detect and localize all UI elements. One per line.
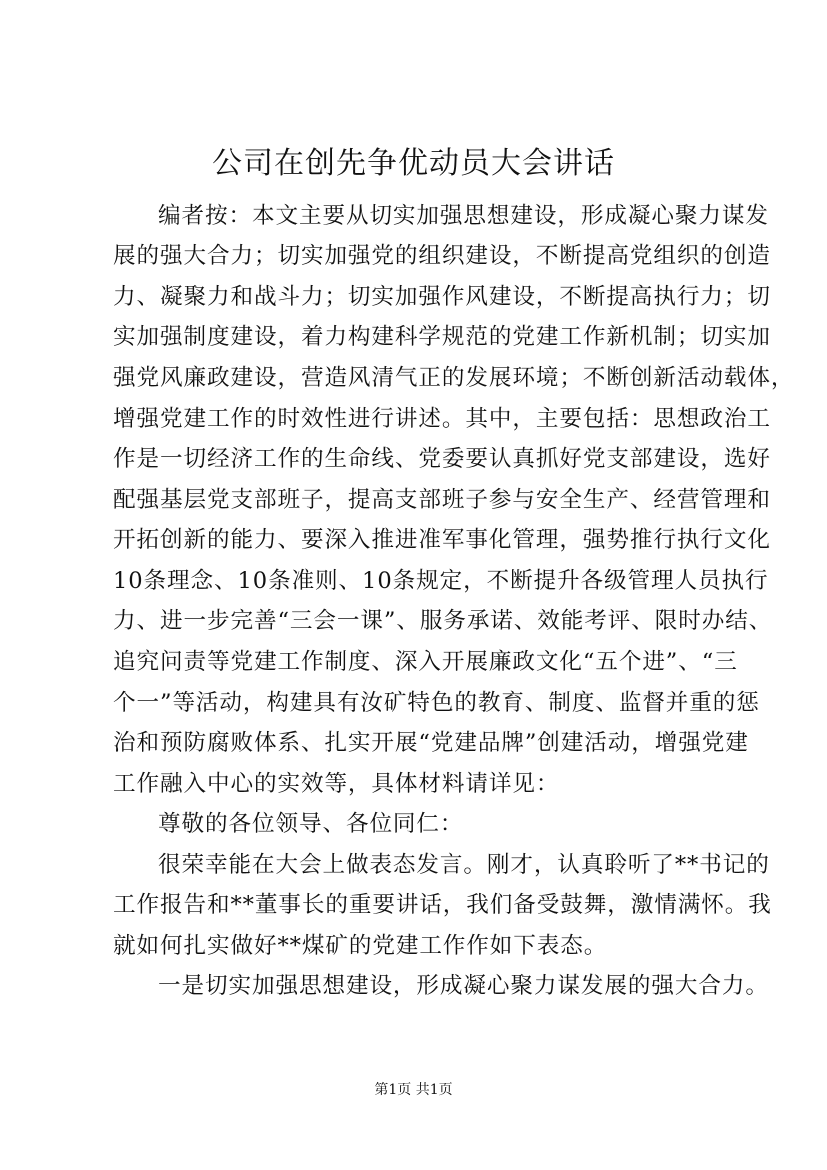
- paragraph-line: 一是切实加强思想建设，形成凝心聚力谋发展的强大合力。: [158, 973, 769, 999]
- salutation-line: 尊敬的各位领导、各位同仁：: [158, 811, 464, 837]
- paragraph-line: 力、进一步完善“三会一课”、服务承诺、效能考评、限时办结、: [113, 608, 773, 634]
- paragraph-line: 治和预防腐败体系、扎实开展“党建品牌”创建活动，增强党建: [113, 730, 749, 756]
- paragraph-line: 展的强大合力；切实加强党的组织建设，不断提高党组织的创造: [113, 243, 771, 269]
- paragraph-line: 就如何扎实做好**煤矿的党建工作作如下表态。: [113, 933, 608, 959]
- paragraph-line: 工作报告和**董事长的重要讲话，我们备受鼓舞，激情满怀。我: [113, 892, 772, 918]
- paragraph-line: 追究问责等党建工作制度、深入开展廉政文化“五个进”、“三: [113, 649, 738, 675]
- paragraph-line: 个一”等活动，构建具有汝矿特色的教育、制度、监督并重的惩: [113, 690, 760, 716]
- document-title: 公司在创先争优动员大会讲话: [212, 146, 615, 181]
- paragraph-line: 强党风廉政建设，营造风清气正的发展环境；不断创新活动载体，: [113, 365, 795, 391]
- page-footer: 第1页 共1页: [374, 1082, 453, 1098]
- paragraph-line: 开拓创新的能力、要深入推进准军事化管理，强势推行执行文化: [113, 527, 771, 553]
- paragraph-line: 实加强制度建设，着力构建科学规范的党建工作新机制；切实加: [113, 324, 771, 350]
- paragraph-line: 增强党建工作的时效性进行讲述。其中，主要包括：思想政治工: [113, 406, 771, 432]
- paragraph-line: 10条理念、10条准则、10条规定，不断提升各级管理人员执行: [113, 568, 769, 594]
- paragraph-line: 工作融入中心的实效等，具体材料请详见：: [113, 771, 560, 797]
- paragraph-line: 作是一切经济工作的生命线、党委要认真抓好党支部建设，选好: [113, 446, 771, 472]
- paragraph-line: 编者按：本文主要从切实加强思想建设，形成凝心聚力谋发: [158, 203, 769, 229]
- paragraph-line: 配强基层党支部班子，提高支部班子参与安全生产、经营管理和: [113, 487, 771, 513]
- paragraph-line: 很荣幸能在大会上做表态发言。刚才，认真聆听了**书记的: [158, 852, 770, 878]
- paragraph-line: 力、凝聚力和战斗力；切实加强作风建设，不断提高执行力；切: [113, 284, 771, 310]
